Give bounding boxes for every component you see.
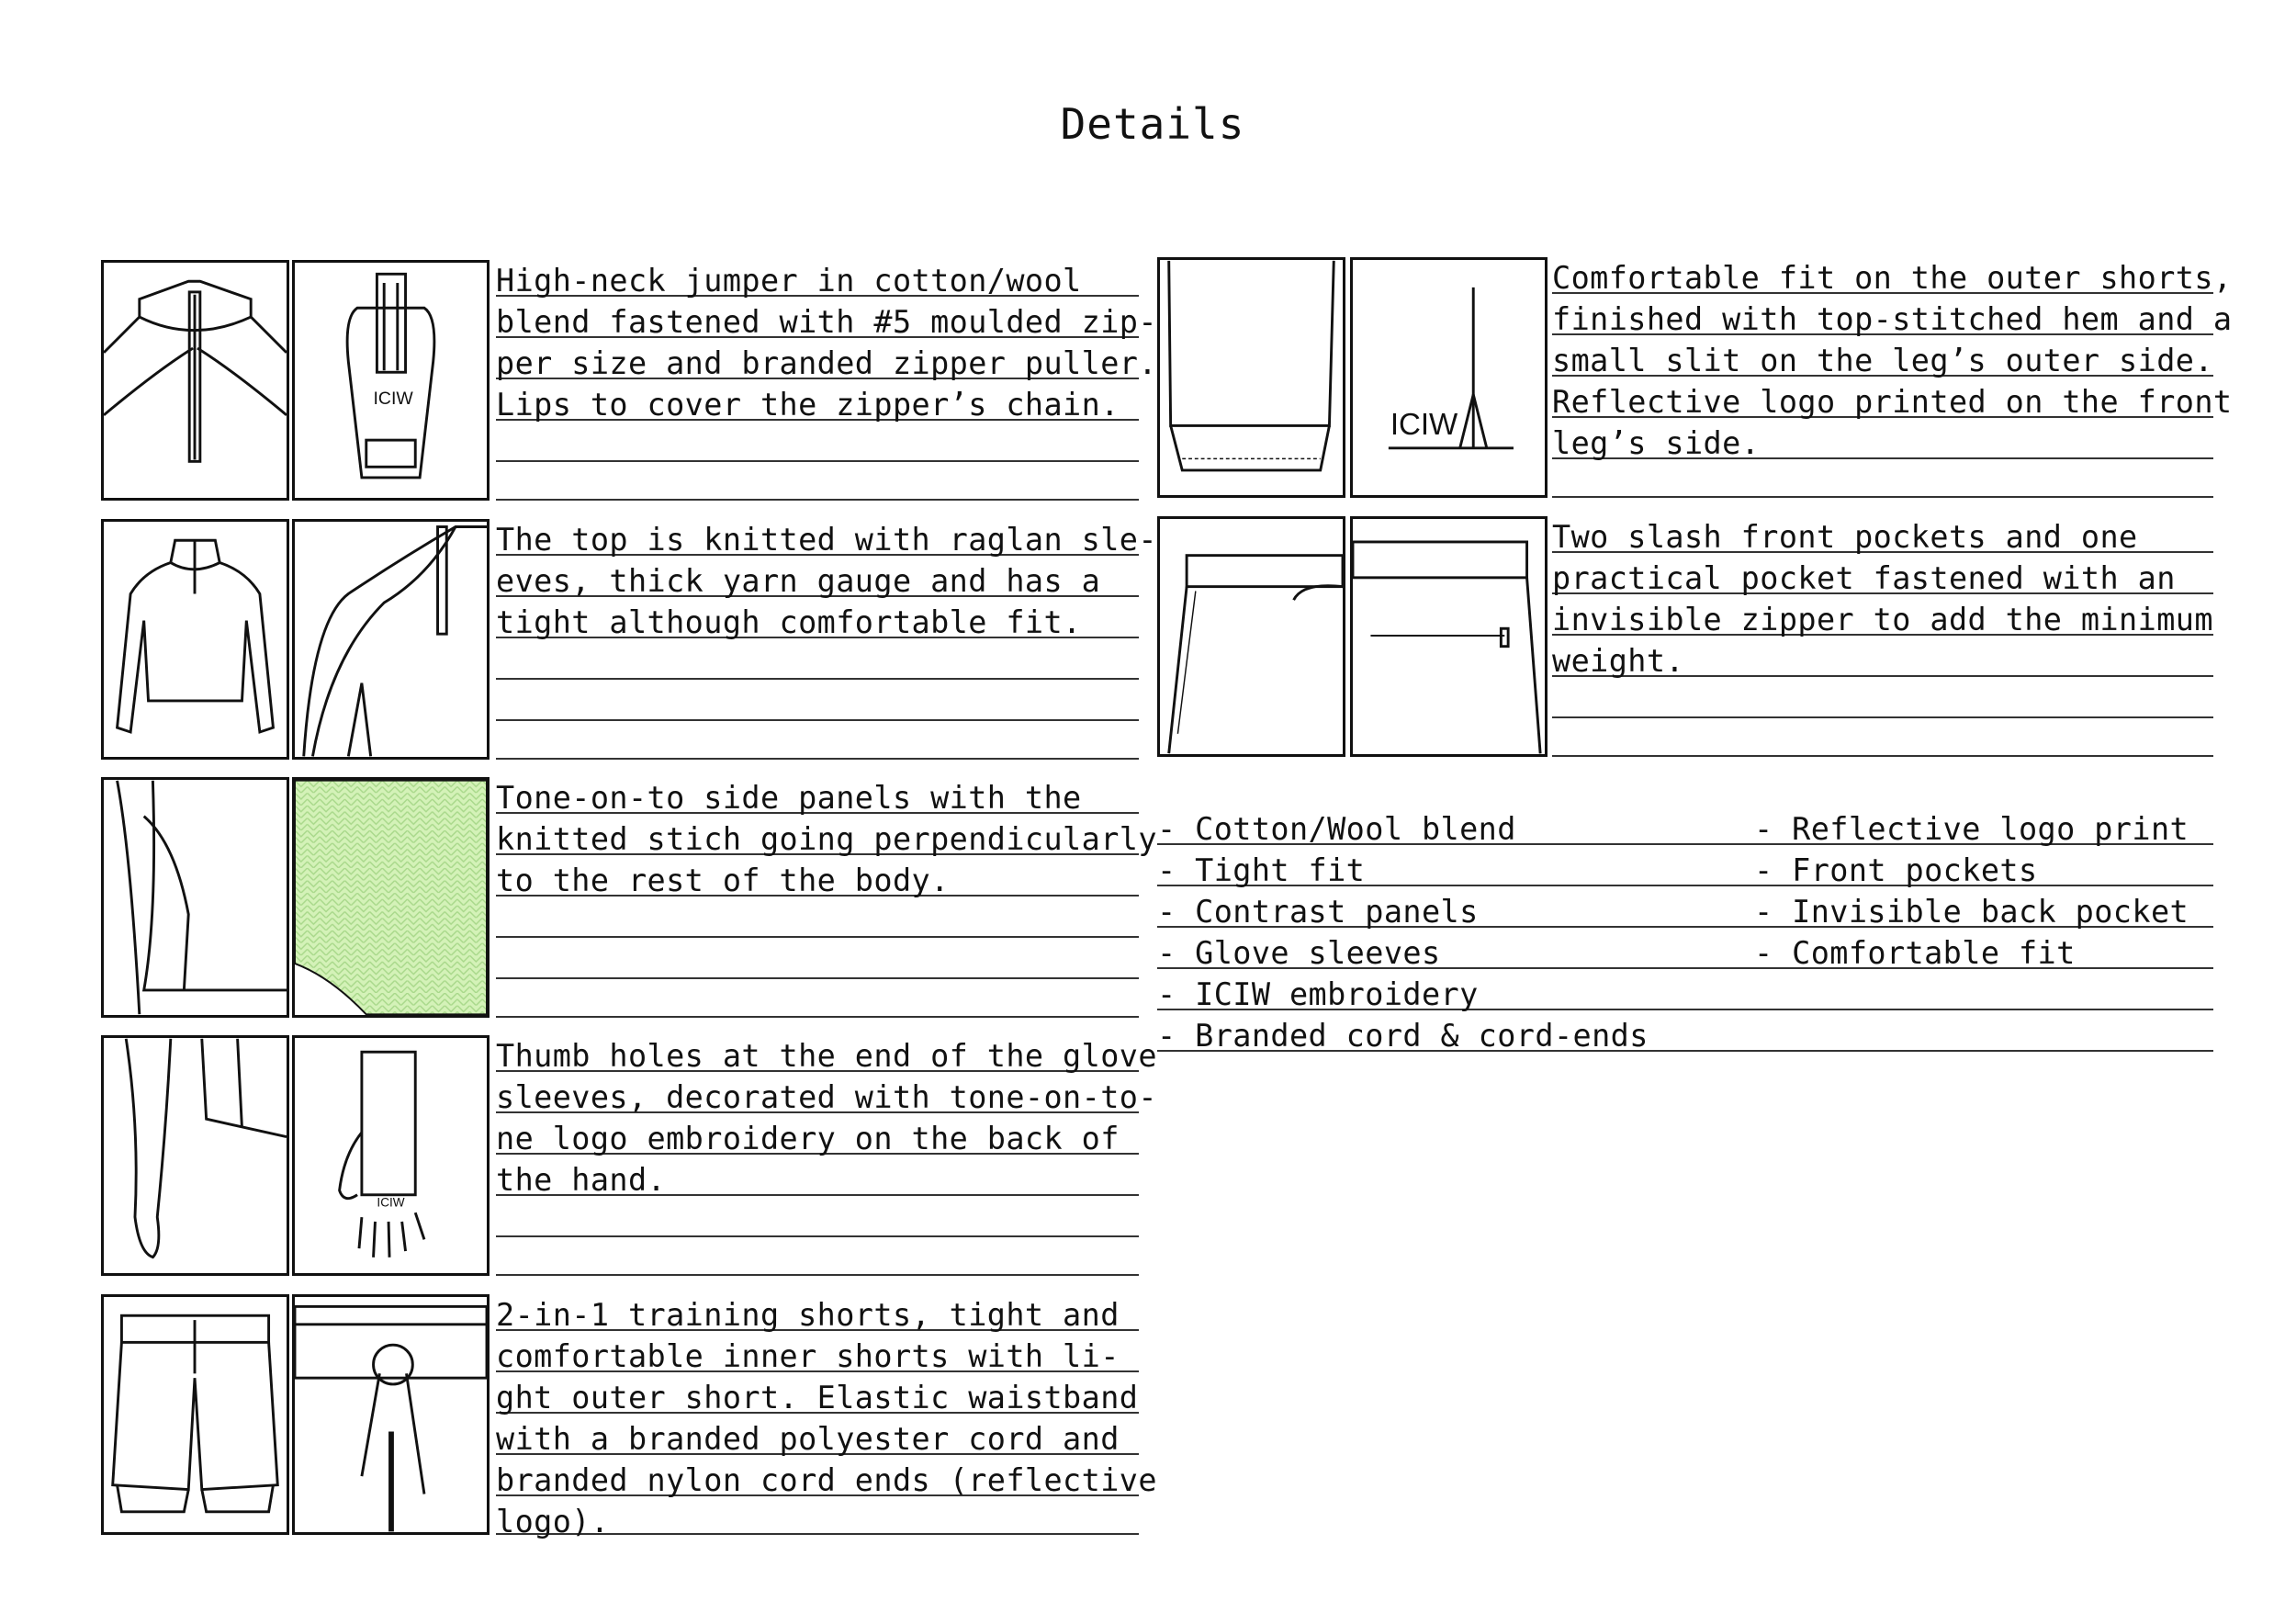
text-line: Tone-on-to side panels with the — [496, 780, 1082, 816]
sketch-zipper-puller — [292, 260, 490, 501]
text-line: practical pocket fastened with an — [1552, 560, 2176, 596]
text-line: ght outer short. Elastic waistband — [496, 1380, 1139, 1415]
feature-item: - Tight fit — [1157, 852, 1366, 888]
sketch-side-panel — [101, 777, 289, 1018]
feature-list — [1157, 808, 2213, 1056]
text-line: Lips to cover the zipper’s chain. — [496, 387, 1120, 423]
sketch-shorts-full — [101, 1294, 289, 1535]
text-line: invisible zipper to add the minimum — [1552, 602, 2213, 637]
text-line: per size and branded zipper puller. — [496, 345, 1157, 381]
text-row-3 — [496, 777, 1157, 1018]
feature-item: - Cotton/Wool blend — [1157, 811, 1516, 847]
text-line: the hand. — [496, 1162, 667, 1198]
sketch-logo-slit — [1350, 257, 1548, 498]
feature-item: - Glove sleeves — [1157, 935, 1441, 971]
text-row-r2 — [1552, 516, 2213, 757]
iciw-logo: ICIW — [373, 389, 413, 410]
text-line: branded nylon cord ends (reflective — [496, 1462, 1157, 1498]
feature-item: - Contrast panels — [1157, 894, 1479, 930]
sketch-waistband-cord — [292, 1294, 490, 1535]
text-line: leg’s side. — [1552, 425, 1761, 461]
text-line: blend fastened with #5 moulded zip- — [496, 304, 1157, 340]
text-line: small slit on the leg’s outer side. — [1552, 343, 2213, 378]
text-line: eves, thick yarn gauge and has a — [496, 563, 1101, 599]
feature-item: - Branded cord & cord-ends — [1157, 1018, 1649, 1054]
feature-item: - ICIW embroidery — [1157, 976, 1479, 1012]
text-line: tight although comfortable fit. — [496, 604, 1082, 640]
text-row-2 — [496, 519, 1157, 760]
sketch-back-pocket — [1350, 516, 1548, 757]
text-row-5 — [496, 1294, 1157, 1539]
feature-item: - Invisible back pocket — [1754, 894, 2189, 930]
sketch-thumb-hole — [292, 1035, 490, 1276]
sketch-knit-texture — [292, 777, 490, 1018]
text-line: comfortable inner shorts with li- — [496, 1338, 1120, 1374]
text-line: knitted stich going perpendicularly — [496, 821, 1157, 857]
sketch-raglan-sleeve — [292, 519, 490, 760]
iciw-logo: ICIW — [1390, 408, 1458, 443]
sketch-glove-sleeve — [101, 1035, 289, 1276]
text-line: to the rest of the body. — [496, 863, 950, 898]
text-line: ne logo embroidery on the back of — [496, 1121, 1120, 1156]
text-line: The top is knitted with raglan sle- — [496, 522, 1157, 558]
text-line: logo). — [496, 1504, 610, 1539]
feature-item: - Front pockets — [1754, 852, 2038, 888]
text-line: Two slash front pockets and one — [1552, 519, 2138, 555]
feature-item: - Comfortable fit — [1754, 935, 2076, 971]
iciw-logo: ICIW — [377, 1195, 405, 1210]
text-line: High-neck jumper in cotton/wool — [496, 263, 1082, 299]
text-line: Reflective logo printed on the front — [1552, 384, 2233, 420]
text-line: finished with top-stitched hem and a — [1552, 301, 2233, 337]
sketch-outer-shorts-hem — [1157, 257, 1345, 498]
text-line: weight. — [1552, 643, 1684, 679]
text-line: 2-in-1 training shorts, tight and — [496, 1297, 1120, 1333]
feature-item: - Reflective logo print — [1754, 811, 2189, 847]
text-line: with a branded polyester cord and — [496, 1421, 1120, 1457]
sketch-jumper-collar — [101, 260, 289, 501]
text-row-r1 — [1552, 257, 2233, 498]
text-line: Comfortable fit on the outer shorts, — [1552, 260, 2233, 296]
text-line: Thumb holes at the end of the glove — [496, 1038, 1157, 1074]
text-row-1 — [496, 260, 1157, 501]
sketch-front-pocket — [1157, 516, 1345, 757]
page-title: Details — [1060, 99, 1245, 149]
text-line: sleeves, decorated with tone-on-to- — [496, 1079, 1157, 1115]
text-row-4 — [496, 1035, 1157, 1276]
sketch-jumper-full — [101, 519, 289, 760]
